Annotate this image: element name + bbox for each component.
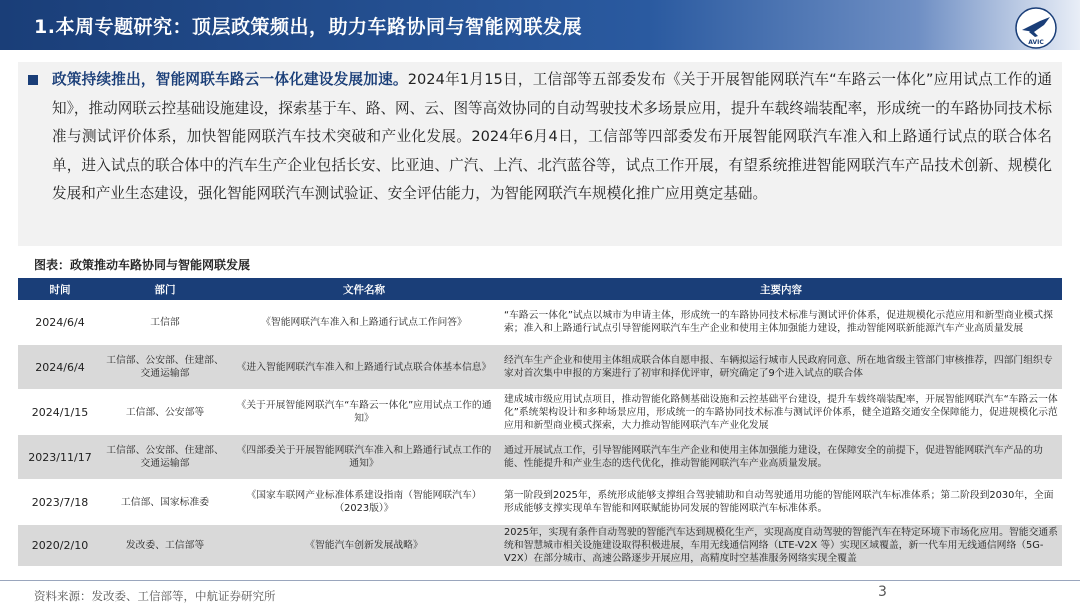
cell-doc: 《四部委关于开展智能网联汽车准入和上路通行试点工作的通知》 <box>228 435 500 480</box>
cell-content: 建成城市级应用试点项目，推动智能化路侧基础设施和云控基础平台建设，提升车载终端装配率，开展智能网联汽车“车路云一体化”系统架构设计和多种场景应用，形成统一的车路协同技术标准与测试评价体系，健全道路交通安全保障能力，促进规模化示范应用和新型商业模式探索，大力推动智能网联汽车产业化发展 <box>500 390 1062 435</box>
policy-table <box>18 278 1062 567</box>
header-time: 时间 <box>18 278 102 300</box>
cell-time: 2024/6/4 <box>18 345 102 390</box>
table-row <box>18 300 1062 345</box>
source-note: 资料来源：发改委、工信部等，中航证券研究所 <box>34 589 276 603</box>
cell-content: 第一阶段到2025年，系统形成能够支撑组合驾驶辅助和自动驾驶通用功能的智能网联汽车标准体系；第二阶段到2030年，全面形成能够支撑实现单车智能和网联赋能协同发展的智能网联汽车标准体系。 <box>500 480 1062 525</box>
cell-content: 经汽车生产企业和使用主体组成联合体自愿申报、车辆拟运行城市人民政府同意、所在地省级主管部门审核推荐，四部门组织专家对首次集中申报的方案进行了初审和择优评审，研究确定了9个进入试点的联合体 <box>500 345 1062 390</box>
summary-box <box>18 62 1062 246</box>
cell-doc: 《智能网联汽车准入和上路通行试点工作问答》 <box>228 300 500 345</box>
footer-divider <box>0 580 1080 581</box>
summary-lead: 政策持续推出，智能网联车路云一体化建设发展加速。 <box>52 71 408 88</box>
cell-dept: 工信部、公安部等 <box>102 390 228 435</box>
logo-text: AVIC <box>1028 39 1044 46</box>
cell-dept: 发改委、工信部等 <box>102 525 228 567</box>
cell-doc: 《进入智能网联汽车准入和上路通行试点联合体基本信息》 <box>228 345 500 390</box>
cell-content: 通过开展试点工作，引导智能网联汽车生产企业和使用主体加强能力建设，在保障安全的前提下，促进智能网联汽车产品的功能、性能提升和产业生态的迭代优化，推动智能网联汽车产业高质量发展。 <box>500 435 1062 480</box>
header-dept: 部门 <box>102 278 228 300</box>
cell-time: 2024/6/4 <box>18 300 102 345</box>
table-row <box>18 345 1062 390</box>
summary-paragraph <box>52 66 1052 209</box>
header-doc: 文件名称 <box>228 278 500 300</box>
cell-doc: 《国家车联网产业标准体系建设指南（智能网联汽车）（2023版）》 <box>228 480 500 525</box>
table-row <box>18 390 1062 435</box>
header-content: 主要内容 <box>500 278 1062 300</box>
cell-doc: 《智能汽车创新发展战略》 <box>228 525 500 567</box>
cell-time: 2024/1/15 <box>18 390 102 435</box>
cell-time: 2023/7/18 <box>18 480 102 525</box>
summary-body: 2024年1月15日，工信部等五部委发布《关于开展智能网联汽车“车路云一体化”应用试点工作的通知》，推动网联云控基础设施建设，探索基于车、路、网、云、图等高效协同的自动驾驶技术多场景应用，提升车载终端装配率，形成统一的车路协同技术标准与测试评价体系，加快智能网联汽车技术突破和产业化发展。2024年6月4日，工信部等四部委发布开展智能网联汽车准入和上路通行试点的联合体名单，进入试点的联合体中的汽车生产企业包括长安、比亚迪、广汽、上汽、北汽蓝谷等，试点工作开展，有望系统推进智能网联汽车产品技术创新、规模化发展和产业生态建设，强化智能网联汽车测试验证、安全评估能力，为智能网联汽车规模化推广应用奠定基础。 <box>52 71 1052 203</box>
header-bar <box>0 0 1080 50</box>
cell-time: 2020/2/10 <box>18 525 102 567</box>
cell-content: “车路云一体化”试点以城市为申请主体，形成统一的车路协同技术标准与测试评价体系，促进规模化示范应用和新型商业模式探索；准入和上路通行试点引导智能网联汽车生产企业和使用主体加强能力建设，推动智能网联新能源汽车产业高质量发展 <box>500 300 1062 345</box>
table-row <box>18 480 1062 525</box>
table-row <box>18 525 1062 567</box>
cell-doc: 《关于开展智能网联汽车“车路云一体化”应用试点工作的通知》 <box>228 390 500 435</box>
cell-dept: 工信部、公安部、住建部、交通运输部 <box>102 345 228 390</box>
figure-title: 图表：政策推动车路协同与智能网联发展 <box>34 258 251 272</box>
cell-content: 2025年，实现有条件自动驾驶的智能汽车达到规模化生产，实现高度自动驾驶的智能汽车在特定环境下市场化应用。智能交通系统和智慧城市相关设施建设取得积极进展，车用无线通信网络（LTE-V2X 等）实现区域覆盖，新一代车用无线通信网络（5G-V2X）在部分城市、高速公路逐步开展应用，高精度时空基准服务网络实现全覆盖 <box>500 525 1062 567</box>
cell-dept: 工信部、公安部、住建部、交通运输部 <box>102 435 228 480</box>
cell-time: 2023/11/17 <box>18 435 102 480</box>
square-bullet-icon <box>28 75 38 85</box>
cell-dept: 工信部 <box>102 300 228 345</box>
table-row <box>18 435 1062 480</box>
avic-plane-logo-icon <box>1014 6 1058 50</box>
page-title: 1.本周专题研究：顶层政策频出，助力车路协同与智能网联发展 <box>34 16 582 38</box>
page-number: 3 <box>878 584 887 600</box>
cell-dept: 工信部、国家标准委 <box>102 480 228 525</box>
table-header-row <box>18 278 1062 300</box>
